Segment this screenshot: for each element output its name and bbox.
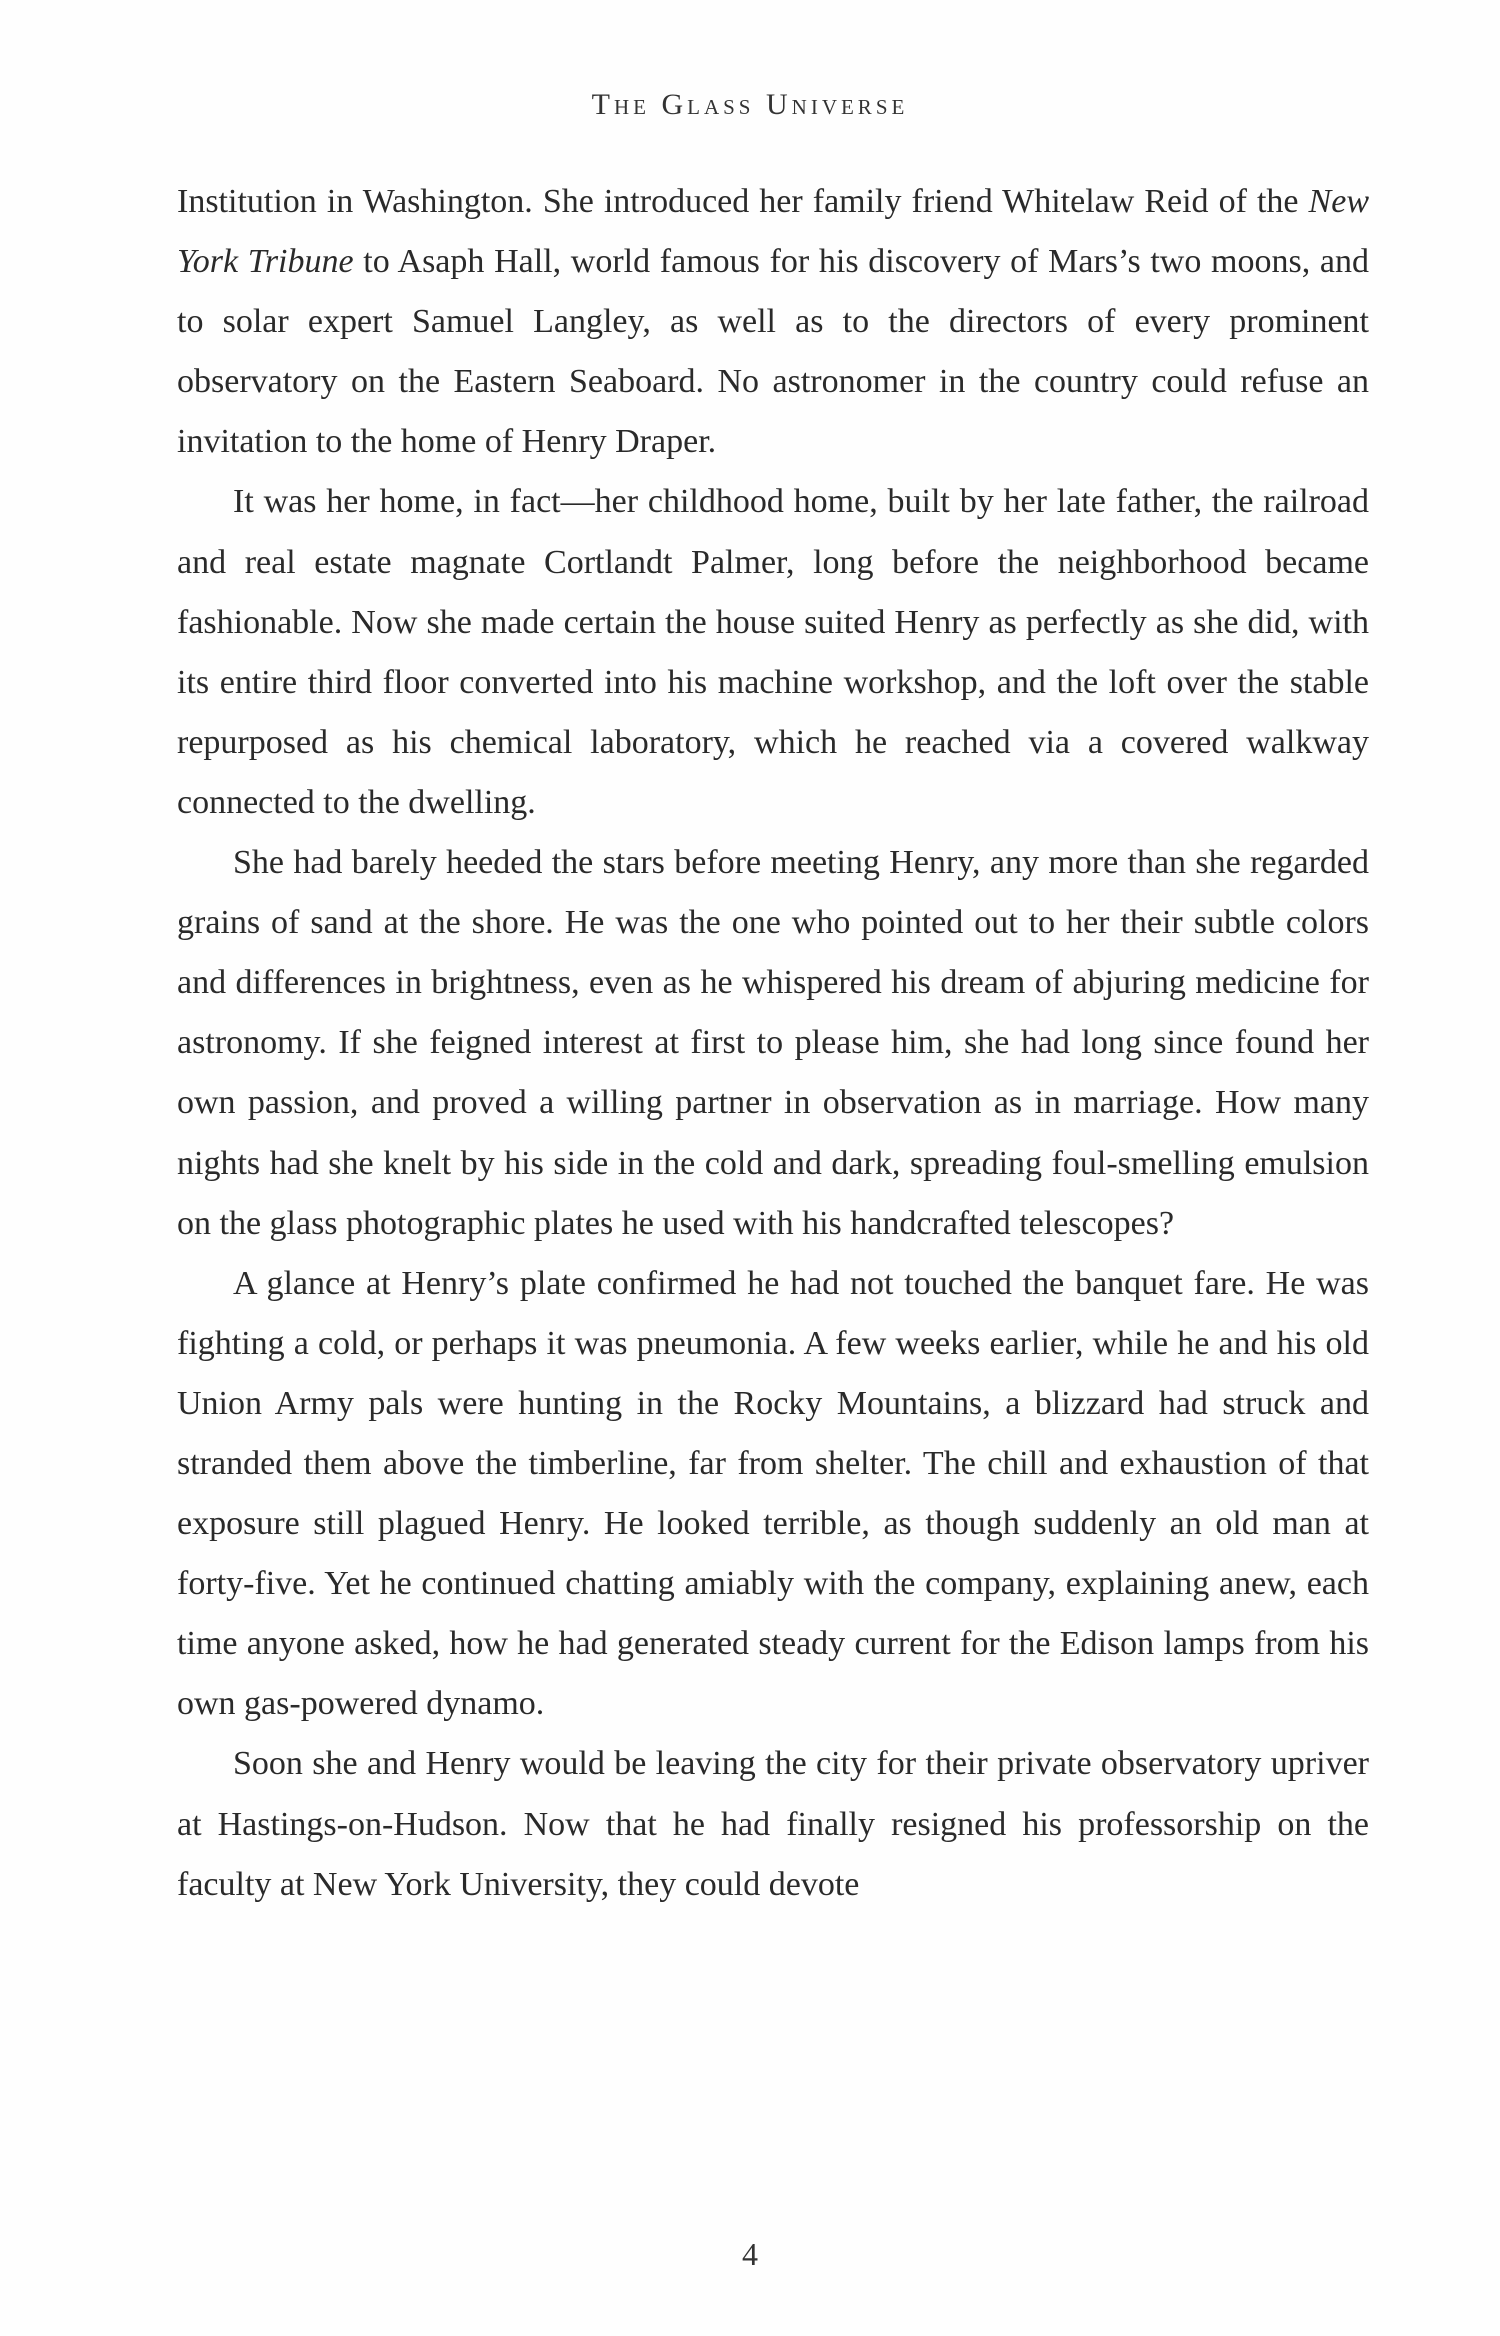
paragraph-2: It was her home, in fact—her childhood home, built by her late father, the railroad and real estate magnate Cortlandt Palmer, long before the neighborhood became fashionable. Now she made certain the house suited Henry as perfectly as she did, with its entire third floor converted into his machine workshop, and the loft over the stable repurposed as his chemical laboratory, which he reached via a covered walkway connected to the dwelling. [177,483,1369,821]
newspaper-title: New York Tribune [177,183,1369,281]
page-number: 4 [742,2236,758,2272]
paragraph-5: Soon she and Henry would be leaving the city for their private observatory upriver at Hastings-on-Hudson. Now that he had finally resigned his professorship on the faculty at New York University, they could devote [177,1745,1369,1903]
paragraph-4: A glance at Henry’s plate confirmed he had not touched the banquet fare. He was fighting a cold, or perhaps it was pneumonia. A few weeks earlier, while he and his old Union Army pals were hunting in the Rocky Mountains, a blizzard had struck and stranded them above the timberline, far from shelter. The chill and exhaustion of that exposure still plagued Henry. He looked terrible, as though suddenly an old man at forty-five. Yet he continued chatting amiably with the company, explaining anew, each time anyone asked, how he had generated steady current for the Edison lamps from his own gas-powered dynamo. [177,1264,1369,1723]
paragraph-3: She had barely heeded the stars before meeting Henry, any more than she regarded grains of sand at the shore. He was the one who pointed out to her their subtle colors and differences in brightness, even as he whispered his dream of abjuring medicine for astronomy. If she feigned interest at first to please him, she had long since found her own passion, and proved a willing partner in observation as in marriage. How many nights had she knelt by his side in the cold and dark, spreading foul-smelling emulsion on the glass photographic plates he used with his handcrafted telescopes? [177,844,1369,1242]
paragraph-1 [177,172,1369,472]
running-head: The Glass Universe [591,88,909,121]
paragraph-1-text-b: to Asaph Hall, world famous for his discovery of Mars’s two moons, and to solar expert Samuel Langley, as well as to the directors of every prominent observatory on the Eastern Seaboard. No astronomer in the country could refuse an invitation to the home of Henry Draper. [177,243,1369,461]
paragraph-1-text-a: Institution in Washington. She introduced her family friend Whitelaw Reid of the [177,183,1309,220]
body-text [177,172,1369,1915]
